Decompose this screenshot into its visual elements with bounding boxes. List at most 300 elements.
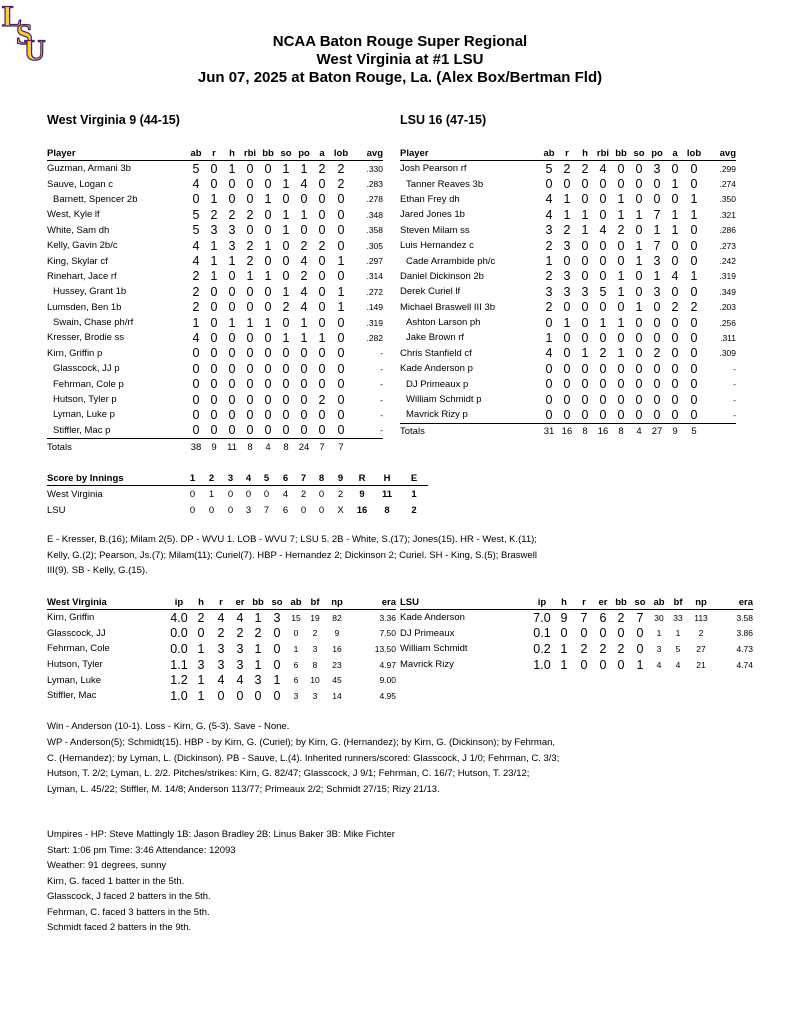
stat-a: 2	[318, 238, 326, 253]
stat-lob: 0	[690, 177, 698, 192]
player-name: Hussey, Grant 1b	[53, 286, 127, 298]
stat-h: 3	[197, 657, 205, 672]
player-row	[47, 253, 383, 268]
stat-bb: 0	[264, 361, 272, 376]
player-row	[400, 376, 736, 391]
stat-h: 3	[228, 223, 236, 238]
player-name: West, Kyle lf	[47, 209, 100, 221]
stat-era: 3.36	[379, 612, 396, 623]
total-avg	[351, 439, 383, 456]
totals-row	[400, 423, 736, 440]
title-date-venue: Jun 07, 2025 at Baton Rouge, La. (Alex Box/Bertman Fld)	[197, 69, 603, 86]
stat-po: 0	[653, 377, 661, 392]
stat-avg: .297	[366, 256, 383, 267]
total-h: 8	[582, 426, 588, 438]
stat-po: 1	[300, 207, 308, 222]
stat-a: 0	[318, 223, 326, 238]
stat-bb: 1	[264, 192, 272, 207]
stat-so: 0	[282, 407, 290, 422]
stat-ip: 7.0	[533, 610, 551, 625]
inning-2-runs: 0	[208, 504, 215, 516]
inning-header-7: 7	[295, 471, 312, 486]
stat-r: 0	[580, 657, 588, 672]
inning-header-4: 4	[240, 471, 257, 486]
stat-ab: 0	[187, 423, 205, 439]
player-row	[47, 376, 383, 391]
col-header-h: h	[576, 146, 594, 161]
pitcher-row	[47, 688, 396, 704]
stat-lob: 1	[337, 254, 345, 269]
stat-h: 0	[228, 284, 236, 299]
stat-rbi: 0	[599, 300, 607, 315]
stat-so: 0	[635, 192, 643, 207]
stat-ab: 5	[545, 161, 553, 176]
stat-np: 9	[334, 628, 340, 639]
col-header-so: so	[277, 146, 295, 161]
stat-po: 1	[653, 269, 661, 284]
inning-header-6: 6	[276, 471, 295, 486]
game-notes: E - Kresser, B.(16); Milam 2(5). DP - WVU 1. LOB - WVU 7; LSU 5. 2B - White, S.(17); Jones(15). HR - West, K.(11); Kelly, G.(2); Pearson, Js.(7); Milam(11); Curiel(7). HBP - Hernandez 2; Dickinson 2; Curiel. SH - King, S.(5); Braswell III(9). SB - Kelly, G.(15).	[47, 534, 537, 576]
stat-po: 4	[300, 177, 308, 192]
stat-rbi: 0	[246, 377, 254, 392]
player-row	[400, 176, 736, 191]
stat-po: 3	[653, 254, 661, 269]
stat-r: 0	[563, 377, 571, 392]
stat-bb: 0	[264, 284, 272, 299]
stat-h: 1	[581, 223, 589, 238]
stat-a: 2	[318, 161, 326, 176]
stat-ab: 1	[192, 315, 200, 330]
stat-avg: .348	[366, 209, 383, 220]
pitcher-name: Mavrick Rizy	[400, 659, 454, 671]
stat-so: 3	[273, 610, 281, 625]
stat-r: 0	[563, 300, 571, 315]
stat-po: 3	[653, 284, 661, 299]
stat-h: 1	[197, 673, 205, 688]
stat-rbi: 1	[246, 315, 254, 330]
stat-rbi: 5	[599, 284, 607, 299]
stat-lob: 1	[690, 192, 698, 207]
stat-r: 4	[217, 610, 225, 625]
stat-ip: 0.1	[533, 626, 551, 641]
stat-so: 0	[273, 641, 281, 656]
inning-6-runs: 4	[282, 488, 289, 500]
stat-so: 0	[635, 177, 643, 192]
player-name: Kresser, Brodie ss	[47, 332, 125, 344]
stat-avg: .319	[366, 317, 383, 328]
inning-1-runs: 0	[189, 488, 196, 500]
total-so: 8	[283, 441, 289, 453]
inning-4-runs: 3	[245, 504, 252, 516]
col-header-r: r	[558, 146, 576, 161]
stat-avg: -	[380, 363, 383, 374]
stat-po: 2	[653, 346, 661, 361]
total-h: 11	[227, 441, 237, 453]
stat-so: 0	[273, 626, 281, 641]
stat-er: 3	[236, 641, 244, 656]
stat-bb: 0	[264, 407, 272, 422]
player-row	[400, 238, 736, 253]
stat-rbi: 0	[246, 177, 254, 192]
stat-po: 0	[300, 346, 308, 361]
stat-rbi: 0	[599, 269, 607, 284]
stat-avg: .305	[366, 240, 383, 251]
stat-so: 0	[282, 192, 290, 207]
player-name: Fehrman, Cole p	[53, 378, 124, 390]
stat-h: 1	[581, 346, 589, 361]
total-lob: 7	[338, 441, 344, 453]
stat-lob: 0	[337, 346, 345, 361]
stat-r: 0	[563, 346, 571, 361]
stat-h: 0	[223, 423, 241, 439]
stat-a: 1	[671, 207, 679, 222]
stat-so: 1	[282, 207, 290, 222]
col-header-rbi: rbi	[241, 146, 259, 161]
stat-r: 2	[563, 161, 571, 176]
player-row	[47, 392, 383, 407]
stat-ip: 1.0	[533, 657, 551, 672]
player-name: Daniel Dickinson 2b	[400, 270, 484, 282]
col-header-ab: ab	[187, 146, 205, 161]
stat-a: 0	[671, 330, 679, 345]
stat-rbi: 0	[246, 330, 254, 345]
stat-r: 3	[217, 657, 225, 672]
stat-po: 1	[300, 315, 308, 330]
pitcher-row	[47, 610, 396, 626]
stat-era: 4.73	[736, 643, 753, 654]
stat-a: 0	[313, 423, 331, 439]
stat-bf: 8	[312, 659, 318, 670]
stat-avg: .319	[719, 271, 736, 282]
runs-total: 16	[356, 504, 368, 516]
pitching-team-label: LSU	[400, 596, 530, 610]
inning-4-runs: 0	[245, 488, 252, 500]
stat-so: 1	[273, 673, 281, 688]
stat-r: 0	[558, 407, 576, 423]
stat-a: 4	[671, 269, 679, 284]
player-name: Michael Braswell III 3b	[400, 301, 496, 313]
stat-avg: .273	[719, 240, 736, 251]
stat-r: 2	[210, 207, 218, 222]
col-header-lob: lob	[331, 146, 351, 161]
col-header-ab: ab	[650, 596, 668, 610]
stat-bb: 1	[264, 238, 272, 253]
stat-a: 0	[671, 254, 679, 269]
stat-a: 0	[318, 254, 326, 269]
stat-so: 0	[282, 361, 290, 376]
stat-np: 21	[696, 659, 706, 670]
stat-so: 0	[635, 284, 643, 299]
stat-ab: 4	[192, 177, 200, 192]
stat-so: 1	[635, 207, 643, 222]
stat-bb: 1	[254, 641, 262, 656]
player-name: Stiffler, Mac p	[47, 423, 187, 439]
stat-bb: 0	[259, 423, 277, 439]
inning-8-runs: 0	[318, 488, 325, 500]
stat-po: 0	[653, 300, 661, 315]
stat-rbi: 4	[599, 223, 607, 238]
stat-ab: 4	[545, 346, 553, 361]
stat-h: 0	[228, 300, 236, 315]
pitcher-row	[400, 610, 753, 626]
stat-lob: 0	[690, 161, 698, 176]
stat-bb: 1	[254, 610, 262, 625]
stat-lob: 2	[337, 161, 345, 176]
inning-header-9: 9	[331, 471, 350, 486]
player-name: Rinehart, Jace rf	[47, 270, 117, 282]
stat-er: 2	[599, 641, 607, 656]
stat-a: 0	[318, 300, 326, 315]
stat-h: 1	[581, 207, 589, 222]
stat-a: 0	[318, 407, 326, 422]
stat-r: 1	[210, 254, 218, 269]
stat-po: 4	[300, 300, 308, 315]
stat-lob: 0	[690, 238, 698, 253]
stat-bb: 0	[264, 300, 272, 315]
stat-so: 0	[282, 377, 290, 392]
stat-ab: 4	[192, 254, 200, 269]
stat-lob: 0	[337, 392, 345, 407]
stat-po: 0	[300, 361, 308, 376]
stat-r: 0	[563, 177, 571, 192]
col-header-ab: ab	[540, 146, 558, 161]
stat-ab: 3	[293, 690, 299, 701]
stat-po: 0	[300, 192, 308, 207]
stat-avg: .149	[366, 302, 383, 313]
footer-notes	[47, 827, 647, 936]
stat-bb: 0	[617, 377, 625, 392]
stat-bb: 0	[612, 407, 630, 423]
stat-po: 4	[300, 254, 308, 269]
stat-h: 0	[581, 238, 589, 253]
player-name: Josh Pearson rf	[400, 163, 467, 175]
stat-avg: -	[733, 363, 736, 374]
stat-avg: .321	[719, 209, 736, 220]
stat-ip: 0.0	[170, 641, 188, 656]
stat-rbi: 1	[246, 269, 254, 284]
total-bb: 4	[265, 441, 271, 453]
stat-a: 0	[318, 192, 326, 207]
col-header-h: h	[191, 596, 211, 610]
player-name: Swain, Chase ph/rf	[53, 317, 134, 329]
stat-avg: .299	[719, 163, 736, 174]
col-header-a: a	[313, 146, 331, 161]
stat-rbi: 0	[246, 161, 254, 176]
player-row	[400, 223, 736, 238]
stat-so: 0	[635, 361, 643, 376]
stat-h: 0	[581, 361, 589, 376]
stat-a: 0	[318, 177, 326, 192]
stat-ab: 2	[192, 300, 200, 315]
stat-so: 1	[282, 223, 290, 238]
stat-np: 2	[698, 628, 704, 639]
stat-so: 0	[635, 315, 643, 330]
stat-po: 7	[653, 238, 661, 253]
stat-h: 0	[228, 346, 236, 361]
stat-ab: 5	[192, 161, 200, 176]
player-name: Steven Milam ss	[400, 224, 470, 236]
player-row	[400, 207, 736, 222]
player-row	[47, 176, 383, 191]
stat-h: 0	[581, 330, 589, 345]
stat-h: 1	[228, 315, 236, 330]
stat-avg: .242	[719, 256, 736, 267]
total-ab: 31	[543, 426, 555, 438]
player-name: Barnett, Spencer 2b	[53, 193, 138, 205]
stat-ab: 4	[545, 207, 553, 222]
stat-so: 0	[282, 346, 290, 361]
stat-h: 1	[560, 657, 568, 672]
player-row	[47, 330, 383, 345]
player-row	[400, 361, 736, 376]
inning-5-runs: 7	[263, 504, 270, 516]
stat-a: 0	[318, 269, 326, 284]
stat-avg: .314	[366, 271, 383, 282]
total-so: 4	[636, 426, 642, 438]
total-ab: 38	[190, 441, 202, 453]
stat-ab: 4	[656, 659, 662, 670]
stat-po: 0	[653, 192, 661, 207]
title-matchup: West Virginia at #1 LSU	[316, 51, 484, 68]
stat-r: 2	[580, 641, 588, 656]
stat-bf: 2	[312, 628, 318, 639]
stat-r: 0	[210, 346, 218, 361]
stat-ip: 1.0	[170, 688, 188, 703]
col-header-era: era	[714, 596, 753, 610]
col-header-po: po	[295, 146, 313, 161]
stat-h: 1	[228, 254, 236, 269]
stat-a: 1	[318, 330, 326, 345]
stat-po: 0	[653, 392, 661, 407]
stat-lob: 0	[690, 330, 698, 345]
col-header-ip: ip	[530, 596, 554, 610]
total-r: 9	[211, 441, 217, 453]
pitcher-row	[47, 641, 396, 657]
stat-a: 1	[671, 223, 679, 238]
stat-ab: 0	[545, 361, 553, 376]
stat-r: 0	[210, 377, 218, 392]
inning-9-runs: X	[337, 504, 344, 516]
stat-r: 2	[563, 223, 571, 238]
player-name: Kade Anderson p	[400, 363, 473, 375]
stat-avg: -	[733, 394, 736, 405]
player-row	[400, 161, 736, 177]
col-header-bb: bb	[612, 146, 630, 161]
stat-h: 0	[560, 626, 568, 641]
inning-6-runs: 6	[282, 504, 289, 516]
player-row	[400, 315, 736, 330]
stat-a: 0	[318, 361, 326, 376]
stat-so: 1	[635, 300, 643, 315]
pitcher-row	[400, 641, 753, 657]
player-name: Hutson, Tyler p	[53, 394, 117, 406]
stat-h: 0	[581, 254, 589, 269]
stat-lob: 0	[690, 223, 698, 238]
runs-total: 9	[359, 488, 365, 500]
player-row	[47, 346, 383, 361]
stat-avg: -	[380, 348, 383, 359]
stat-lob: 2	[690, 300, 698, 315]
stat-era: 4.74	[736, 659, 753, 670]
pitcher-row	[47, 672, 396, 688]
player-name: Ashton Larson ph	[406, 317, 481, 329]
stat-bf: 1	[675, 628, 681, 639]
stat-ab: 0	[545, 377, 553, 392]
stat-r: 1	[563, 192, 571, 207]
stat-so: 2	[282, 300, 290, 315]
col-header-bb: bb	[612, 596, 630, 610]
pitcher-name: Lyman, Luke	[47, 674, 102, 686]
stat-r: 0	[563, 361, 571, 376]
totals-row	[47, 439, 383, 456]
stat-bb: 0	[264, 254, 272, 269]
hits-total: 8	[384, 504, 390, 516]
stat-ab: 6	[293, 675, 299, 686]
col-header-so: so	[630, 146, 648, 161]
stat-avg: -	[380, 394, 383, 405]
stat-po: 0	[295, 423, 313, 439]
stat-lob: 0	[690, 254, 698, 269]
stat-ab: 0	[192, 346, 200, 361]
stat-bb: 0	[617, 238, 625, 253]
stat-lob: 0	[337, 407, 345, 422]
stat-a: 0	[671, 361, 679, 376]
inning-7-runs: 2	[300, 488, 307, 500]
col-header-bb: bb	[259, 146, 277, 161]
stat-ab: 0	[545, 177, 553, 192]
player-name: Glasscock, JJ p	[53, 363, 120, 375]
stat-bb: 0	[617, 300, 625, 315]
stat-rbi: 0	[246, 300, 254, 315]
inning-5-runs: 0	[263, 488, 270, 500]
stat-bb: 0	[264, 161, 272, 176]
stat-rbi: 0	[246, 407, 254, 422]
pitcher-name: Fehrman, Cole	[47, 643, 110, 655]
col-header-ab: ab	[287, 596, 305, 610]
stat-so: 0	[635, 223, 643, 238]
player-row	[400, 392, 736, 407]
stat-avg: .256	[719, 317, 736, 328]
stat-lob: 0	[690, 392, 698, 407]
stat-ab: 0	[545, 315, 553, 330]
stat-avg: .286	[719, 225, 736, 236]
inning-3-runs: 0	[227, 504, 234, 516]
stat-bf: 33	[673, 612, 683, 623]
stat-so: 0	[635, 392, 643, 407]
stat-bb: 0	[617, 657, 625, 672]
player-row	[400, 300, 736, 315]
stat-ab: 1	[656, 628, 662, 639]
stat-so: 1	[635, 238, 643, 253]
stat-h: 0	[228, 192, 236, 207]
total-a: 9	[672, 426, 678, 438]
stat-rbi: 2	[246, 238, 254, 253]
player-name: Tanner Reaves 3b	[406, 178, 484, 190]
pitcher-name: William Schmidt	[400, 643, 468, 655]
stat-r: 3	[217, 641, 225, 656]
stat-avg: .358	[366, 225, 383, 236]
stat-avg: .311	[720, 332, 736, 343]
stat-r: 1	[563, 315, 571, 330]
player-row	[47, 315, 383, 330]
stat-r: 0	[210, 300, 218, 315]
stat-h: 2	[581, 161, 589, 176]
stat-bf: 10	[310, 675, 320, 686]
stat-lob: 1	[337, 284, 345, 299]
total-po: 24	[298, 441, 310, 453]
stat-rbi: 2	[246, 254, 254, 269]
stat-so: 0	[282, 254, 290, 269]
